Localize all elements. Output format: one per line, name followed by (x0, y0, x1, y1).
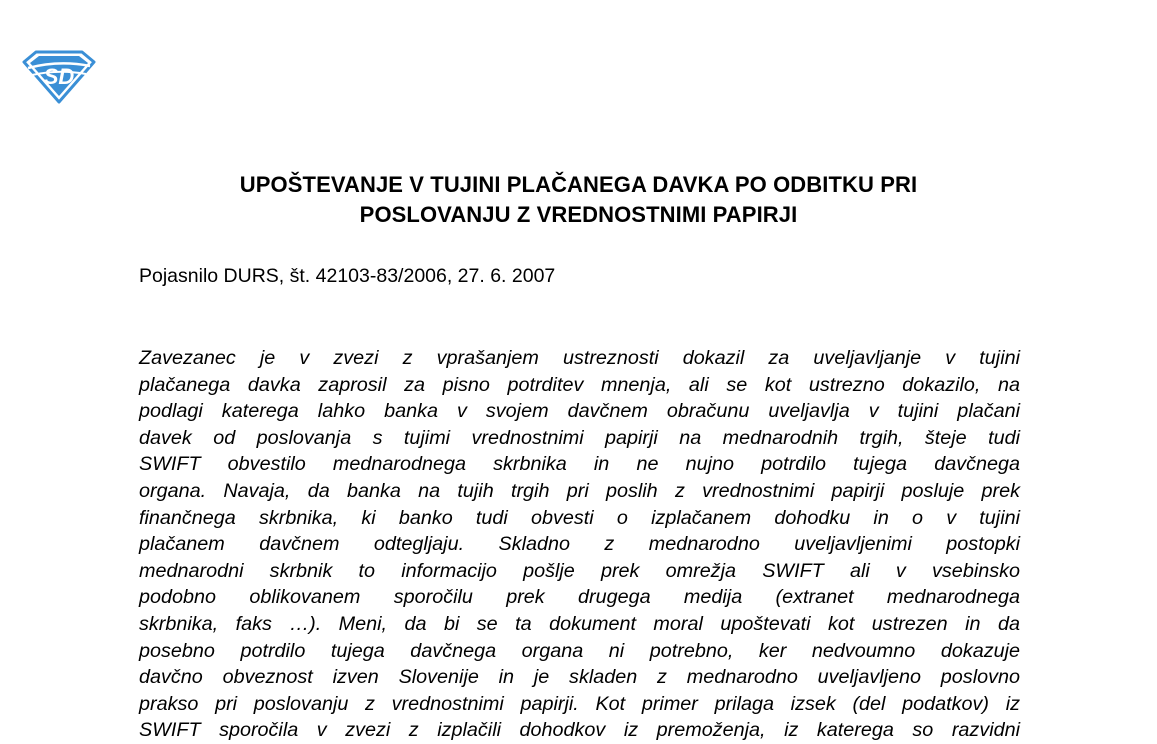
body-line: SWIFT sporočila v zvezi z izplačili dohodkov iz premoženja, iz katerega so razvidni (139, 719, 1020, 742)
body-line: finančnega skrbnika, ki banko tudi obvesti o izplačanem dohodku in o v tujini (139, 506, 1020, 529)
title-line: POSLOVANJU Z VREDNOSTNIMI PAPIRJI (359, 202, 798, 227)
body-line: organa. Navaja, da banka na tujih trgih pri poslih z vrednostnimi papirji posluje prek (139, 479, 1020, 502)
body-line: podobno oblikovanem sporočilu prek drugega medija (extranet mednarodnega (139, 586, 1020, 609)
document-title (100, 170, 1057, 230)
body-line: skrbnika, faks …). Meni, da bi se ta dokument moral upoštevati kot ustrezen in da (139, 612, 1020, 635)
body-line: plačanem davčnem odtegljaju. Skladno z mednarodno uveljavljenimi postopki (139, 533, 1020, 556)
document-reference: Pojasnilo DURS, št. 42103-83/2006, 27. 6. 2007 (139, 265, 556, 287)
body-line: Zavezanec je v zvezi z vprašanjem ustreznosti dokazil za uveljavljanje v tujini (139, 347, 1020, 369)
body-line: podlagi katerega lahko banka v svojem davčnem obračunu uveljavlja v tujini plačani (139, 400, 1020, 423)
body-line: prakso pri poslovanju z vrednostnimi papirji. Kot primer prilaga izsek (del podatkov) iz (139, 692, 1020, 715)
title-line: UPOŠTEVANJE V TUJINI PLAČANEGA DAVKA PO ODBITKU PRI (239, 172, 918, 197)
body-line: plačanega davka zaprosil za pisno potrditev mnenja, ali se kot ustrezno dokazilo, na (139, 373, 1020, 396)
body-line: mednarodni skrbnik to informacijo pošlje prek omrežja SWIFT ali v vsebinsko (139, 559, 1020, 582)
body-line: davčno obveznost izven Slovenije in je skladen z mednarodno uveljavljeno poslovno (139, 666, 1020, 689)
body-paragraph (139, 345, 1020, 744)
body-line: SWIFT obvestilo mednarodnega skrbnika in ne nujno potrdilo tujega davčnega (139, 453, 1020, 476)
body-line: posebno potrdilo tujega davčnega organa ni potrebno, ker nedvoumno dokazuje (139, 639, 1020, 662)
logo-letters: SD (43, 64, 75, 89)
body-line: davek od poslovanja s tujimi vrednostnimi papirji na mednarodnih trgih, šteje tudi (139, 426, 1020, 449)
sd-logo-icon (22, 48, 96, 104)
